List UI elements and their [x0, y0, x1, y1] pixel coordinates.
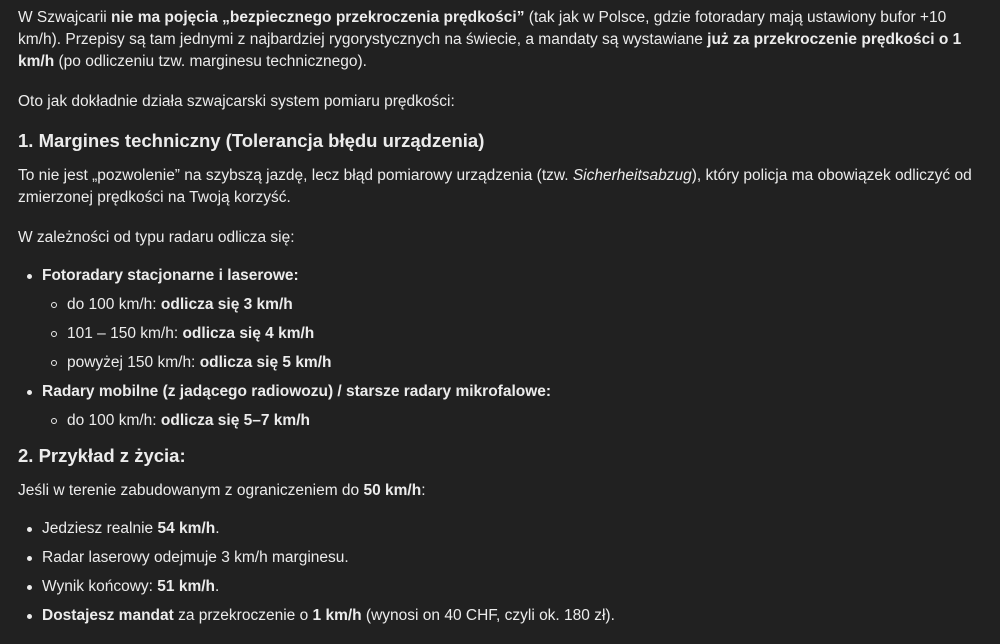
list-item: [67, 352, 982, 374]
range-text: powyżej 150 km/h:: [67, 354, 200, 371]
list-item: [42, 265, 982, 374]
example-list: [18, 518, 982, 627]
tolerance-sublist: [42, 410, 982, 432]
lead-paragraph: Oto jak dokładnie działa szwajcarski system pomiaru prędkości:: [18, 93, 455, 110]
section-1-paragraph-2: W zależności od typu radaru odlicza się:: [18, 229, 295, 246]
section-1-heading: 1. Margines techniczny (Tolerancja błędu urządzenia): [18, 130, 485, 151]
s1-term: Sicherheitsabzug: [572, 167, 692, 184]
example-text: (wynosi on 40 CHF, czyli ok. 180 zł).: [361, 607, 615, 624]
example-text: Wynik końcowy:: [42, 578, 158, 595]
example-text: Jedziesz realnie: [42, 520, 158, 537]
radar-type-label: Radary mobilne (z jadącego radiowozu) / starsze radary mikrofalowe:: [42, 383, 552, 400]
list-item: [42, 576, 982, 598]
list-item: [42, 381, 982, 432]
s1-text-2: ), który policja ma obowiązek odliczyć od zmierzonej prędkości na Twoją korzyść.: [18, 167, 972, 206]
range-text: do 100 km/h:: [67, 412, 161, 429]
tolerance-value: odlicza się 4 km/h: [182, 325, 315, 342]
tolerance-value: odlicza się 5 km/h: [199, 354, 332, 371]
s2-text-1: Jeśli w terenie zabudowanym z ograniczeniem do: [18, 482, 364, 499]
s2-speed-limit: 50 km/h: [363, 482, 422, 499]
intro-text-1: W Szwajcarii: [18, 9, 112, 26]
example-text: .: [215, 578, 220, 595]
tolerance-value: odlicza się 3 km/h: [160, 296, 293, 313]
list-item: [42, 518, 982, 540]
intro-text-3: (po odliczeniu tzw. marginesu technicznego).: [54, 53, 367, 70]
intro-bold-1: nie ma pojęcia „bezpiecznego przekroczenia prędkości”: [111, 9, 525, 26]
example-bold: 54 km/h: [157, 520, 216, 537]
range-text: 101 – 150 km/h:: [67, 325, 183, 342]
s2-text-2: :: [421, 482, 426, 499]
list-item: [67, 410, 982, 432]
list-item: [67, 294, 982, 316]
section-2-paragraph: [18, 480, 982, 502]
s1-text-1: To nie jest „pozwolenie” na szybszą jazdę, lecz błąd pomiarowy urządzenia (tzw.: [18, 167, 573, 184]
example-text: Radar laserowy odejmuje 3 km/h marginesu.: [42, 549, 349, 566]
range-text: do 100 km/h:: [67, 296, 161, 313]
tolerance-value: odlicza się 5–7 km/h: [160, 412, 310, 429]
example-text: za przekroczenie o: [173, 607, 313, 624]
example-text: .: [215, 520, 220, 537]
intro-bold-2: już za przekroczenie prędkości o 1 km/h: [18, 31, 962, 70]
radar-type-label: Fotoradary stacjonarne i laserowe:: [42, 267, 299, 284]
example-bold: Dostajesz mandat: [42, 607, 174, 624]
example-bold: 1 km/h: [312, 607, 362, 624]
intro-paragraph: [18, 7, 982, 73]
list-item: [42, 605, 982, 627]
example-bold: 51 km/h: [157, 578, 216, 595]
radar-type-list: [18, 265, 982, 432]
section-2-heading: 2. Przykład z życia:: [18, 445, 186, 466]
list-item: [42, 547, 982, 569]
section-1-paragraph: [18, 165, 982, 209]
tolerance-sublist: [42, 294, 982, 374]
intro-text-2: (tak jak w Polsce, gdzie fotoradary mają ustawiony bufor +10 km/h). Przepisy są tam jednymi z najbardziej rygorystycznych na świecie, a mandaty są wystawiane: [18, 9, 947, 48]
list-item: [67, 323, 982, 345]
